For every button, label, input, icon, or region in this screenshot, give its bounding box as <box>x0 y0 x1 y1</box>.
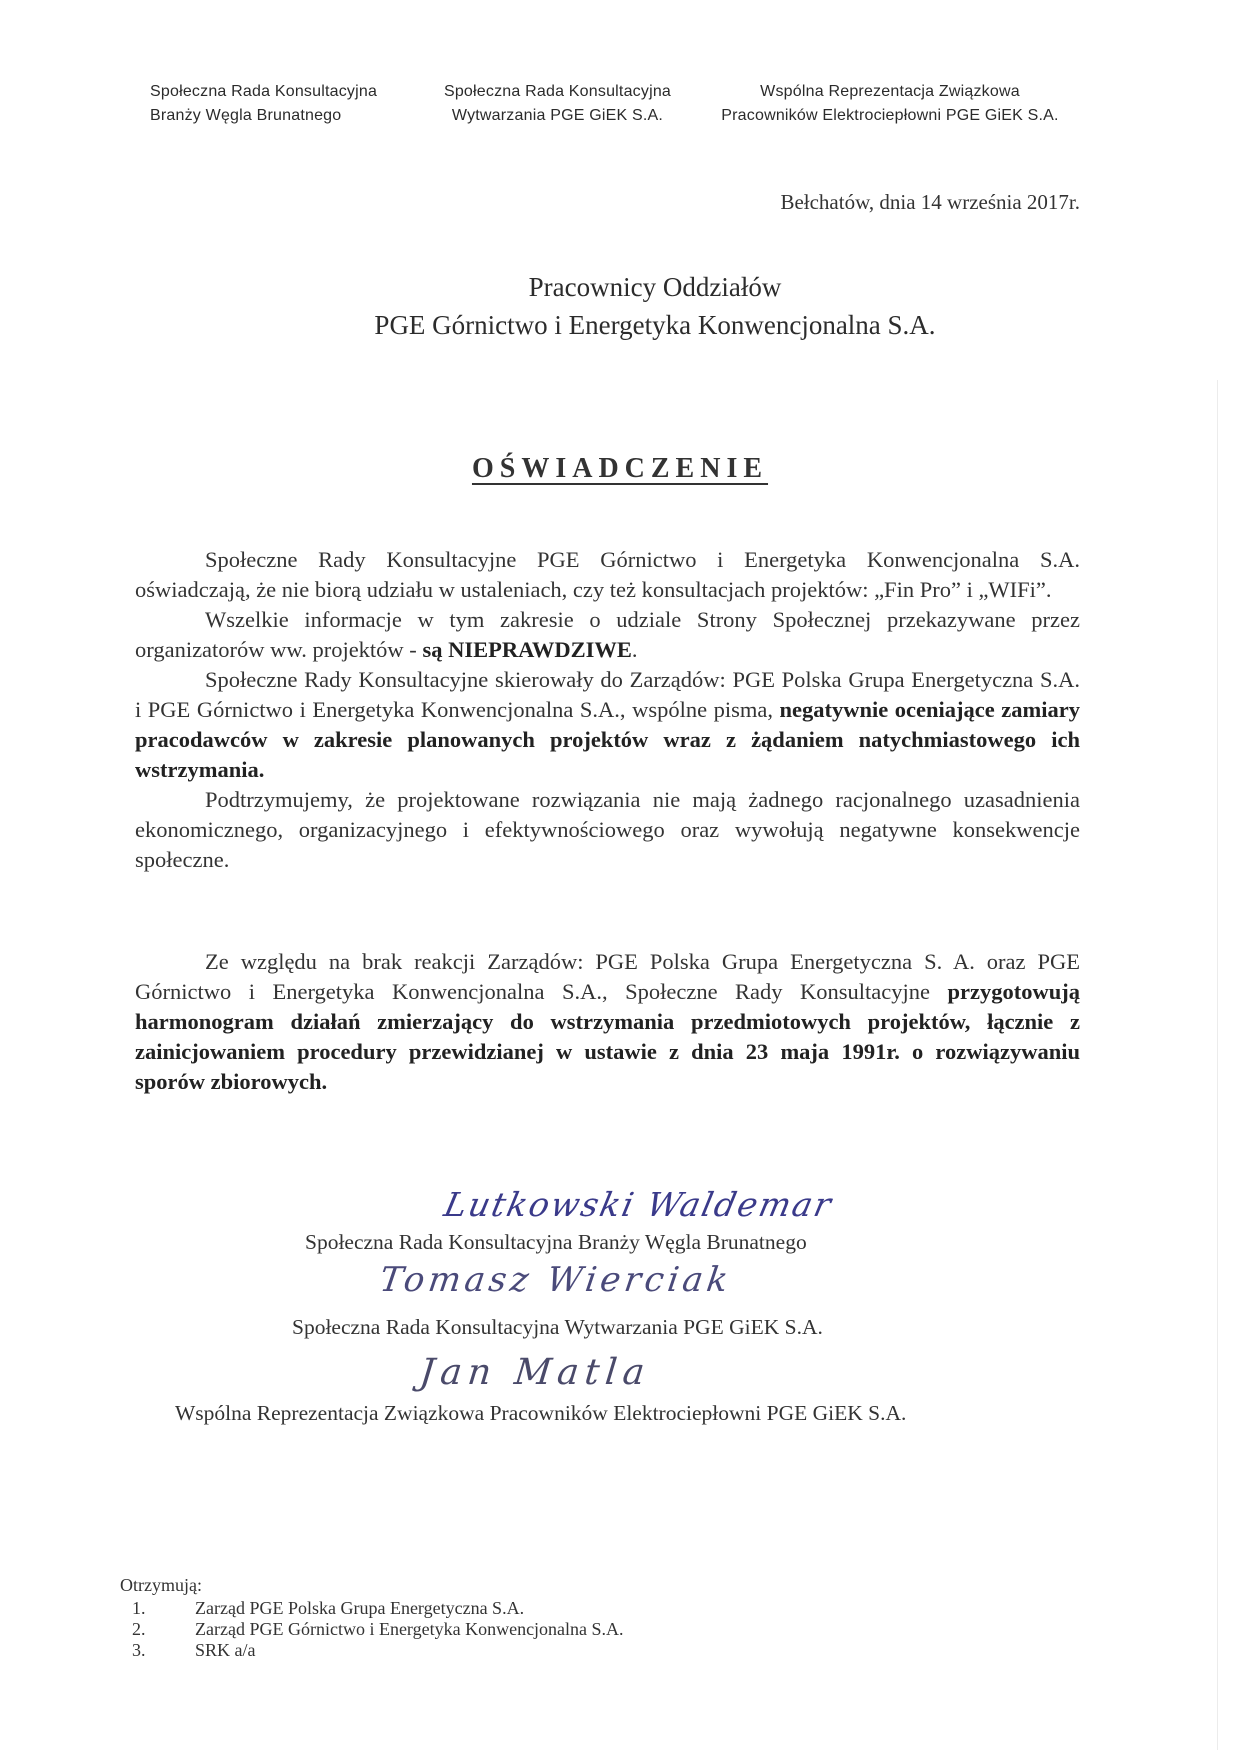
recipient-text: Zarząd PGE Polska Grupa Energetyczna S.A. <box>195 1598 525 1618</box>
header-org-lignite-line2: Branży Węgla Brunatnego <box>150 107 342 124</box>
paragraph-4: Podtrzymujemy, że projektowane rozwiązania nie mają żadnego racjonalnego uzasadnienia ekonomicznego, organizacyjnego i efektywnościowego oraz wywołują negatywne konsekwencje społeczne. <box>135 787 1080 872</box>
recipient-item <box>120 1640 624 1661</box>
paragraph-3-text: Społeczne Rady Konsultacyjne skierowały do Zarządów: PGE Polska Grupa Energetyczna S.A. i PGE Górnictwo i Energetyka Konwencjonalna S.A., wspólne pisma, <box>135 667 1080 722</box>
scan-edge-line <box>1217 380 1218 1750</box>
recipient-number: 2. <box>132 1619 146 1639</box>
paragraph-2 <box>135 605 1080 665</box>
header-org-lignite-line1: Społeczna Rada Konsultacyjna <box>150 83 378 100</box>
recipient-number: 1. <box>132 1598 146 1618</box>
header-org-generation-line1: Społeczna Rada Konsultacyjna <box>443 83 672 100</box>
recipient-text: Zarząd PGE Górnictwo i Energetyka Konwencjonalna S.A. <box>195 1619 624 1639</box>
handwritten-signature-3: Jan Matla <box>417 1352 653 1393</box>
signature-caption-2: Społeczna Rada Konsultacyjna Wytwarzania PGE GiEK S.A. <box>292 1315 823 1339</box>
addressee-line1: Pracownicy Oddziałów <box>528 272 782 302</box>
signature-caption-1: Społeczna Rada Konsultacyjna Branży Węgla Brunatnego <box>305 1230 807 1254</box>
paragraph-3-emphasis: negatywnie oceniające zamiary pracodawców w zakresie planowanych projektów wraz z żądaniem natychmiastowego ich wstrzymania. <box>135 697 1080 782</box>
statement-body-conclusion <box>135 947 1080 1097</box>
header-org-union-line1: Wspólna Reprezentacja Związkowa <box>760 83 1020 100</box>
paragraph-1: Społeczne Rady Konsultacyjne PGE Górnictwo i Energetyka Konwencjonalna S.A. oświadczają, że nie biorą udziału w ustaleniach, czy też konsultacjach projektów: „Fin Pro” i „WIFi”. <box>135 547 1080 602</box>
signature-caption-3: Wspólna Reprezentacja Związkowa Pracowników Elektrociepłowni PGE GiEK S.A. <box>175 1401 907 1425</box>
recipient-text: SRK a/a <box>195 1640 256 1660</box>
recipient-item <box>120 1598 624 1619</box>
document-date: Bełchatów, dnia 14 września 2017r. <box>780 190 1080 214</box>
paragraph-5-text: Ze względu na brak reakcji Zarządów: PGE Polska Grupa Energetyczna S. A. oraz PGE Górnictwo i Energetyka Konwencjonalna S.A., Społeczne Rady Konsultacyjne <box>135 949 1080 1004</box>
header-org-union-line2: Pracowników Elektrociepłowni PGE GiEK S.A. <box>721 107 1059 124</box>
paragraph-3 <box>135 665 1080 785</box>
paragraph-5 <box>135 947 1080 1097</box>
recipient-number: 3. <box>132 1640 146 1660</box>
recipients-items <box>120 1598 624 1661</box>
header-org-union <box>695 80 1085 128</box>
paragraph-5-emphasis: przygotowują harmonogram działań zmierzający do wstrzymania przedmiotowych projektów, łącznie z zainicjowaniem procedury przewidzianej w ustawie z dnia 23 maja 1991r. o rozwiązywaniu sporów zbiorowych. <box>135 979 1080 1094</box>
paragraph-2-end: . <box>631 637 638 662</box>
handwritten-signature-2: Tomasz Wierciak <box>377 1260 735 1300</box>
recipients-label: Otrzymują: <box>120 1575 202 1595</box>
recipients-list <box>120 1575 624 1661</box>
header-org-generation-line2: Wytwarzania PGE GiEK S.A. <box>451 107 664 124</box>
paragraph-2-text: Wszelkie informacje w tym zakresie o udziale Strony Społecznej przekazywane przez organizatorów ww. projektów - <box>135 607 1080 662</box>
addressee-line2: PGE Górnictwo i Energetyka Konwencjonalna S.A. <box>374 310 936 340</box>
statement-body <box>135 545 1080 875</box>
recipient-item <box>120 1619 624 1640</box>
handwritten-signature-1: Lutkowski Waldemar <box>440 1185 837 1224</box>
header-org-generation <box>425 80 690 128</box>
paragraph-2-emphasis: są NIEPRAWDZIWE <box>422 637 632 662</box>
document-title: OŚWIADCZENIE <box>471 453 769 484</box>
addressee <box>0 268 1240 344</box>
header-org-lignite <box>150 80 377 128</box>
